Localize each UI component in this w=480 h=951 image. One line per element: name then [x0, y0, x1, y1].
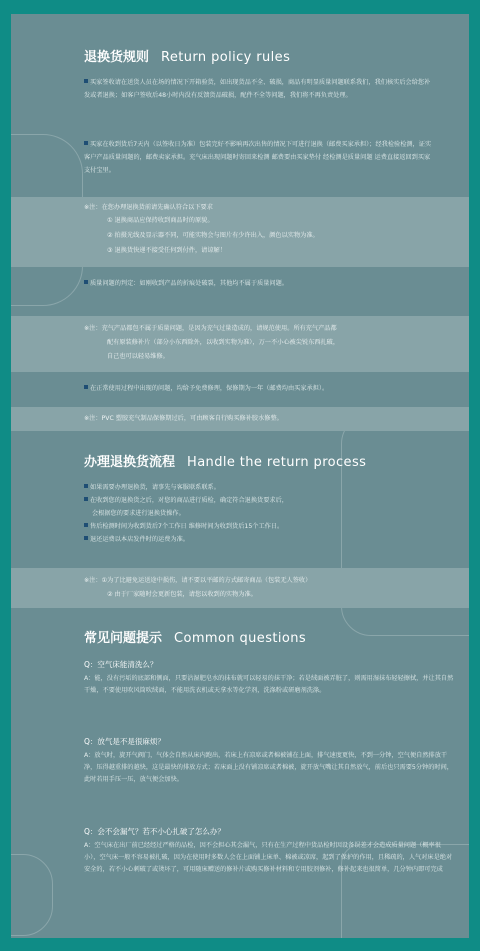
note-item: ② 拍摄光线及显示器不同，可能实物会与图片有少许出入，颜色以实物为准。 — [107, 232, 319, 239]
process-text: 售后检测时间为收到货后7个工作日 维修时间为收到货后15个工作日。 — [90, 523, 284, 530]
note-band — [11, 197, 469, 267]
section-title-cn: 退换货规则 — [84, 50, 150, 65]
process-step — [84, 481, 444, 494]
section-title-cn: 常见问题提示 — [84, 631, 163, 646]
note-line: ② 由于厂家随时会更新包装，请您以收到的实物为准。 — [107, 591, 257, 598]
section-title-en: Handle the return process — [187, 455, 367, 470]
section-title-cn: 办理退换货流程 — [84, 455, 176, 470]
policy-paragraph-4 — [84, 382, 444, 395]
section-title-common-questions — [84, 627, 306, 646]
note-item: ① 退换商品应保持收到商品时的原貌。 — [107, 217, 214, 224]
policy-text: 买家在收到货后7天内（以签收日为准）包装完好不影响再次出售的情况下可进行退换（邮费买家承担）；经我检验检测，证实客户产品质量问题的，邮费卖家承担。充气床出现问题时寄回来检测 邮费要由买家垫付 经检测是质量问题 运费直接返回到买家支付宝里。 — [84, 141, 432, 174]
note-item: ③ 退换货快递不接受任何到付件，请谅解！ — [107, 247, 226, 254]
note-band — [11, 407, 469, 431]
section-title-en: Return policy rules — [161, 50, 291, 65]
bullet-icon — [84, 79, 88, 83]
process-step — [84, 533, 444, 546]
policy-paragraph-1 — [84, 76, 434, 102]
process-step — [84, 494, 444, 507]
bullet-icon — [84, 497, 88, 501]
policy-text: 买家签收请在送货人员在场的情况下开箱验货，如出现货品不全、破损，商品有明显质量问题联系我们，我们核实后会给您补发或者退换；如客户签收后48小时内没有反馈货品破损，配件不全等问题，我们将不再负责处理。 — [84, 79, 431, 99]
process-text: 退还运费以本店发件时的运费为准。 — [90, 536, 189, 543]
note-band — [11, 316, 469, 372]
bullet-icon — [84, 536, 88, 540]
faq-question: Q：空气床能清洗么？ — [84, 660, 158, 669]
decorative-outline — [11, 854, 53, 936]
faq-question: Q：放气是不是很麻烦？ — [84, 737, 165, 746]
section-title-en: Common questions — [174, 631, 307, 646]
process-text: 会根据您的要求进行退换货操作。 — [92, 510, 185, 517]
policy-text: 质量问题的判定：如刚收到产品的折痕处破裂，其他均不属于质量问题。 — [90, 280, 288, 287]
process-text: 如果需要办理退换货，请事先与客服联系联系。 — [90, 484, 220, 491]
policy-paragraph-3 — [84, 277, 434, 290]
bullet-icon — [84, 484, 88, 488]
bullet-icon — [84, 280, 88, 284]
note-intro-line — [84, 201, 213, 214]
bullet-icon — [84, 385, 88, 389]
note-line: 自己也可以轻易维修。 — [107, 353, 169, 360]
note-band — [11, 568, 469, 608]
note-line: ※注：①为了比避免运送途中损伤，请不要以平邮的方式邮寄商品（包装无人签收） — [84, 577, 312, 584]
faq-answer: A：能，没有污垢的底部和侧面，只要沾湿肥皂水的抹布就可以轻易的抹干净；若是绒面被弄脏了，则需用湿抹布轻轻擦拭，并让其自然干燥，不要使用吹风筒吹绒面，不能用洗衣机或天拿水等化学剂，洗涤粉或研磨剂洗涤。 — [84, 675, 454, 694]
faq-item — [84, 659, 456, 697]
note-line: ※注：PVC 塑胶充气制品保修期过后，可由顾客自行购买修补胶水修整。 — [84, 415, 283, 422]
faq-item — [84, 736, 456, 786]
note-line — [84, 322, 337, 335]
bullet-icon — [84, 141, 88, 145]
section-title-return-policy — [84, 46, 290, 65]
faq-answer: A：空气床在出厂前已经经过严格的品检，因不会担心其会漏气，只有在生产过程中货品检时因设备误差才会造成质量问题（概率很小），空气床一般不容易被扎破，因为在使用时多数人会在上面铺上床单、棉被或凉席，起到了保护的作用，且稀疏的，人气对床是绝对安全的，若不小心刺破了或烫坏了，可用随床赠送的修补片或购买修补材料和专用胶剂修补，修补起来也很简单，几分钟内即可完成 — [84, 842, 453, 873]
process-text: 在收到您的退换货之后，对您的商品进行质检，确定符合退换货要求后， — [90, 497, 288, 504]
faq-item — [84, 826, 456, 876]
note-intro: 在您办理退换货前请先确认符合以下要求 — [101, 204, 213, 211]
policy-paragraph-2 — [84, 138, 434, 177]
content-panel — [11, 14, 469, 938]
faq-question: Q：会不会漏气？若不小心扎破了怎么办？ — [84, 827, 225, 836]
bullet-icon — [84, 523, 88, 527]
process-list — [84, 481, 444, 546]
faq-answer: A：放气时，旋开气阀门，气体会自然从床内跑出，若床上有凉席或者棉被铺在上面，排气速度更快，不到一分钟，空气便自然排放干净，压得越重排的越快，这是最快的排放方式；若床面上没有铺凉席或者棉被，旋开放气嘴让其自然放气，前后也只需要5分钟的时间，此时若用手压一压，放气便会加快。 — [84, 752, 453, 783]
note-line: 配有原装修补片（部分小东西除外，以收到实物为准），万一不小心被尖锐东西扎破， — [107, 339, 340, 346]
process-step — [84, 507, 444, 520]
note-text: 充气产品都包不属于质量问题，是因为充气过量造成的，请规范使用。所有充气产品都 — [101, 325, 337, 332]
section-title-return-process — [84, 451, 366, 470]
note-label: ※注： — [84, 325, 102, 332]
process-step — [84, 520, 444, 533]
policy-text: 在正常使用过程中出现的问题，均给予免费修理，保修期为一年（邮费均由买家承担）。 — [90, 385, 329, 392]
note-label: ※注： — [84, 204, 102, 211]
